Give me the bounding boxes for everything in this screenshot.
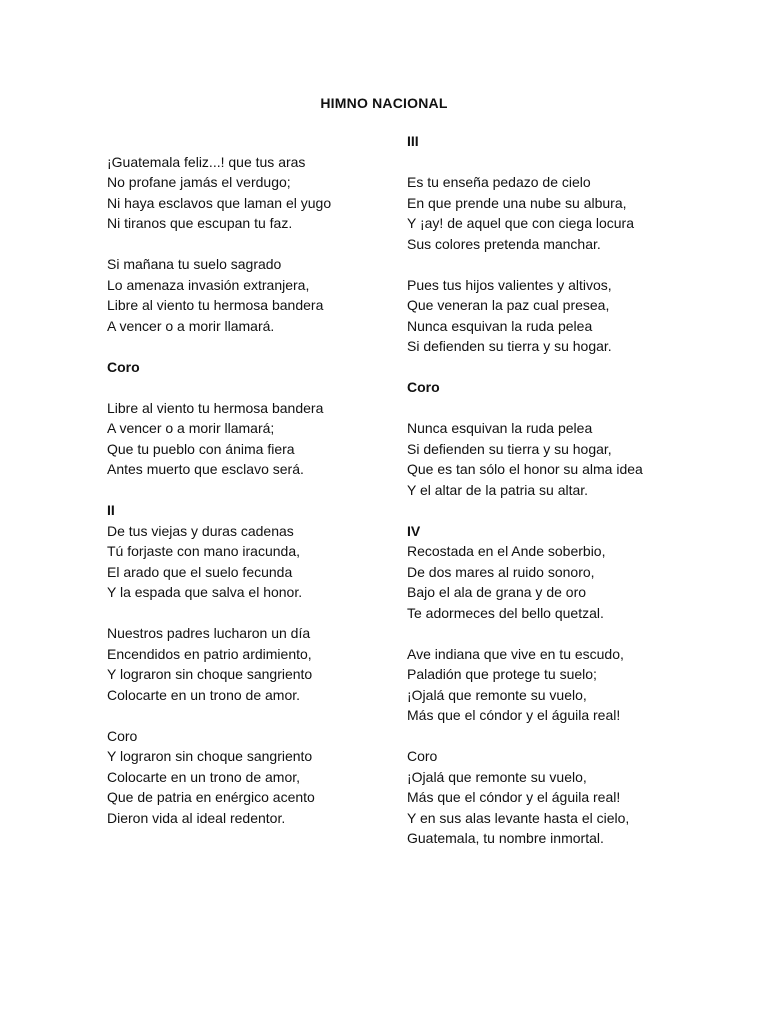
- verse-line: Coro: [107, 727, 138, 744]
- section-heading: Coro: [407, 379, 440, 395]
- verse-line: De dos mares al ruido sonoro,: [407, 563, 595, 580]
- blank-line: [407, 152, 697, 173]
- verse-line: Más que el cóndor y el águila real!: [407, 707, 621, 723]
- left-column: [107, 131, 377, 828]
- verse-line: Colocarte en un trono de amor,: [107, 768, 301, 785]
- verse-line: Que es tan sólo el honor su alma idea: [407, 461, 643, 477]
- verse-line: A vencer o a morir llamará;: [107, 420, 275, 436]
- section-heading: II: [107, 502, 115, 518]
- right-column: [407, 131, 697, 849]
- verse-line: Lo amenaza invasión extranjera,: [107, 276, 310, 293]
- verse-line: Y en sus alas levante hasta el cielo,: [407, 809, 630, 826]
- verse-line: Libre al viento tu hermosa bandera: [107, 297, 324, 313]
- verse-line: Colocarte en un trono de amor.: [107, 686, 301, 703]
- blank-line: [407, 623, 697, 644]
- blank-line: [107, 131, 377, 152]
- blank-line: [107, 603, 377, 624]
- blank-line: [407, 500, 697, 521]
- verse-line: Ave indiana que vive en tu escudo,: [407, 645, 624, 662]
- verse-line: Es tu enseña pedazo de cielo: [407, 174, 591, 190]
- blank-line: [107, 705, 377, 726]
- verse-line: Si defienden su tierra y su hogar.: [407, 338, 612, 354]
- verse-line: Más que el cóndor y el águila real!: [407, 789, 621, 805]
- verse-line: ¡Guatemala feliz...! que tus aras: [107, 153, 306, 170]
- verse-line: Si defienden su tierra y su hogar,: [407, 440, 612, 457]
- verse-line: Ni tiranos que escupan tu faz.: [107, 215, 293, 231]
- verse-line: Antes muerto que esclavo será.: [107, 461, 304, 477]
- blank-line: [407, 726, 697, 747]
- verse-line: Recostada en el Ande soberbio,: [407, 543, 606, 559]
- section-heading: III: [407, 133, 419, 149]
- verse-line: Encendidos en patrio ardimiento,: [107, 645, 312, 662]
- blank-line: [407, 254, 697, 275]
- verse-line: Pues tus hijos valientes y altivos,: [407, 276, 612, 293]
- verse-line: A vencer o a morir llamará.: [107, 317, 275, 334]
- section-heading: IV: [407, 522, 421, 539]
- verse-line: Tú forjaste con mano iracunda,: [107, 543, 300, 559]
- blank-line: [107, 336, 377, 357]
- blank-line: [107, 480, 377, 501]
- verse-line: Y lograron sin choque sangriento: [107, 748, 313, 764]
- verse-line: Dieron vida al ideal redentor.: [107, 809, 286, 826]
- verse-line: Guatemala, tu nombre inmortal.: [407, 830, 604, 846]
- verse-line: ¡Ojalá que remonte su vuelo,: [407, 768, 587, 785]
- verse-line: Paladión que protege tu suelo;: [407, 666, 597, 682]
- verse-line: Nunca esquivan la ruda pelea: [407, 317, 593, 334]
- verse-line: Y lograron sin choque sangriento: [107, 666, 313, 682]
- verse-line: Nuestros padres lucharon un día: [107, 625, 311, 641]
- verse-line: Ni haya esclavos que laman el yugo: [107, 194, 332, 211]
- verse-line: Y ¡ay! de aquel que con ciega locura: [407, 215, 635, 231]
- blank-line: [107, 377, 377, 398]
- verse-line: Bajo el ala de grana y de oro: [407, 584, 587, 600]
- verse-line: Coro: [407, 748, 438, 764]
- blank-line: [107, 234, 377, 255]
- verse-line: Si mañana tu suelo sagrado: [107, 256, 282, 272]
- verse-line: En que prende una nube su albura,: [407, 194, 627, 211]
- verse-line: Nunca esquivan la ruda pelea: [407, 420, 593, 436]
- verse-line: Y la espada que salva el honor.: [107, 584, 303, 600]
- verse-line: Sus colores pretenda manchar.: [407, 235, 601, 252]
- verse-line: De tus viejas y duras cadenas: [107, 522, 294, 539]
- verse-line: No profane jamás el verdugo;: [107, 174, 291, 190]
- verse-line: Que tu pueblo con ánima fiera: [107, 440, 295, 457]
- verse-line: ¡Ojalá que remonte su vuelo,: [407, 686, 587, 703]
- verse-line: Que veneran la paz cual presea,: [407, 297, 610, 313]
- blank-line: [407, 357, 697, 378]
- verse-line: El arado que el suelo fecunda: [107, 563, 293, 580]
- verse-line: Que de patria en enérgico acento: [107, 789, 315, 805]
- verse-line: Libre al viento tu hermosa bandera: [107, 399, 324, 416]
- blank-line: [407, 398, 697, 419]
- section-heading: Coro: [107, 358, 140, 375]
- verse-line: Te adormeces del bello quetzal.: [407, 604, 604, 621]
- document-title: HIMNO NACIONAL: [320, 95, 448, 111]
- verse-line: Y el altar de la patria su altar.: [407, 481, 589, 498]
